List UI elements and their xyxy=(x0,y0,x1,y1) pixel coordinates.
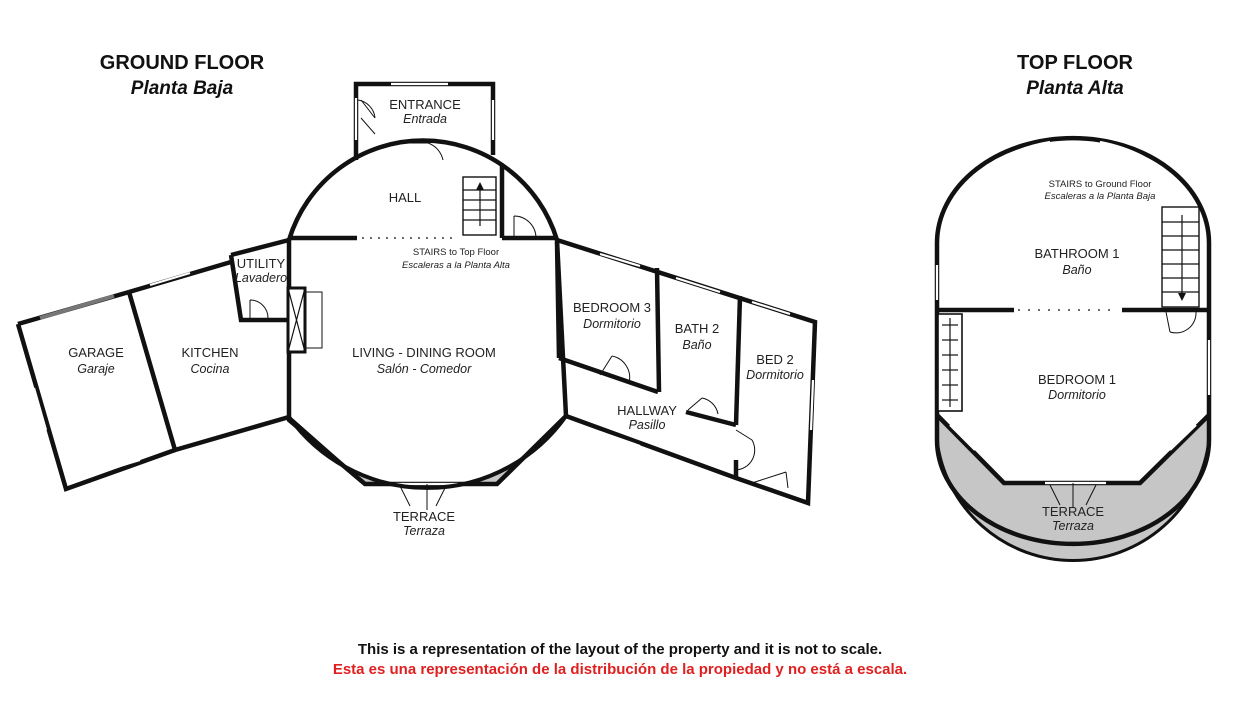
entrance-label: ENTRANCE xyxy=(389,97,461,112)
garage-label: GARAGE xyxy=(68,345,124,360)
bathroom1-label: BATHROOM 1 xyxy=(1034,246,1120,261)
bed2-label: BED 2 xyxy=(756,352,794,367)
ground-terrace-label: TERRACE xyxy=(392,509,456,524)
ground-doors xyxy=(250,100,788,510)
bed2-label-es: Dormitorio xyxy=(746,368,804,382)
stairs-top-label-es: Escaleras a la Planta Alta xyxy=(402,260,510,271)
top-terrace-label: TERRACE xyxy=(1041,504,1105,519)
garage-walls xyxy=(18,292,175,489)
bedroom3-label: BEDROOM 3 xyxy=(572,300,652,315)
living-label: LIVING - DINING ROOM xyxy=(352,345,496,360)
bedroom1-label-es: Dormitorio xyxy=(1048,388,1106,402)
bedroom3-label-es: Dormitorio xyxy=(583,317,641,331)
bath2-label-es: Baño xyxy=(682,338,712,352)
bath2-label: BATH 2 xyxy=(674,321,720,336)
hallway-label: HALLWAY xyxy=(617,403,677,418)
top-floor-subtitle: Planta Alta xyxy=(1026,78,1124,99)
utility-label: UTILITY xyxy=(236,256,286,271)
ground-floor-subtitle: Planta Baja xyxy=(130,78,234,99)
ground-terrace-area xyxy=(289,416,566,488)
ground-floor-title: GROUND FLOOR xyxy=(99,52,265,74)
stairs-top-label: STAIRS to Top Floor xyxy=(412,247,500,258)
top-floor-title: TOP FLOOR xyxy=(1017,52,1133,74)
utility-label-es: Lavadero xyxy=(234,271,288,285)
wardrobe-icon xyxy=(938,314,962,411)
top-stairs-icon xyxy=(1162,207,1199,307)
bedroom1-label: BEDROOM 1 xyxy=(1037,372,1117,387)
hall-label: HALL xyxy=(388,190,422,205)
stairs-ground-label-es: Escaleras a la Planta Baja xyxy=(1044,191,1156,202)
kitchen-label-es: Cocina xyxy=(190,362,230,376)
stairs-ground-label: STAIRS to Ground Floor xyxy=(1048,179,1152,190)
disclaimer-spanish: Esta es una representación de la distribución de la propiedad y no está a escala. xyxy=(332,661,908,678)
bathroom1-label-es: Baño xyxy=(1062,263,1092,277)
ground-terrace-label-es: Terraza xyxy=(403,524,445,538)
hallway-label-es: Pasillo xyxy=(628,418,666,432)
entrance-label-es: Entrada xyxy=(403,112,447,126)
ground-stairs-icon xyxy=(463,177,496,235)
disclaimer-english: This is a representation of the layout of the property and it is not to scale. xyxy=(357,641,883,658)
top-terrace-label-es: Terraza xyxy=(1052,519,1094,533)
top-floor-plan xyxy=(937,52,1209,560)
living-label-es: Salón - Comedor xyxy=(376,362,472,376)
hall-arc-wall xyxy=(289,141,557,240)
garage-label-es: Garaje xyxy=(77,362,115,376)
kitchen-label: KITCHEN xyxy=(181,345,239,360)
ground-floor-plan xyxy=(18,52,815,538)
